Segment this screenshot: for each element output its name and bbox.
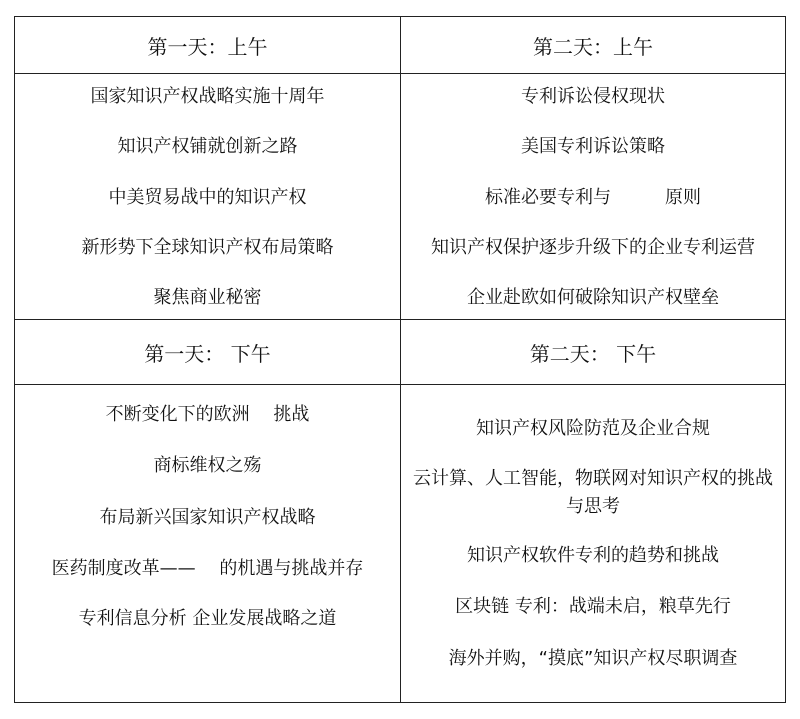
day2-afternoon-header bbox=[401, 320, 785, 384]
day2-morning-header bbox=[401, 17, 785, 73]
list-item: 专利信息分析 企业发展战略之道 bbox=[78, 608, 337, 629]
day2-morning-title: 第二天：上午 bbox=[533, 34, 653, 59]
list-item: 美国专利诉讼策略 bbox=[521, 136, 665, 157]
list-item: 聚焦商业秘密 bbox=[153, 287, 262, 308]
list-item: 标准必要专利与 原则 bbox=[485, 187, 701, 208]
list-item: 不断变化下的欧洲 挑战 bbox=[105, 404, 310, 425]
day1-morning-header bbox=[15, 17, 400, 73]
list-item: 知识产权风险防范及企业合规 bbox=[476, 418, 710, 439]
list-item: 布局新兴国家知识产权战略 bbox=[99, 507, 316, 528]
day2-morning-list bbox=[401, 74, 785, 319]
day1-afternoon-title: 第一天： 下午 bbox=[144, 341, 271, 366]
list-item: 医药制度改革—— 的机遇与挑战并存 bbox=[51, 558, 364, 579]
day2-afternoon-list bbox=[401, 385, 785, 702]
list-item: 海外并购，“摸底”知识产权尽职调查 bbox=[448, 648, 738, 669]
list-item: 商标维权之殇 bbox=[153, 455, 262, 476]
day2-afternoon-title: 第二天： 下午 bbox=[529, 341, 657, 366]
list-item: 知识产权软件专利的趋势和挑战 bbox=[467, 545, 719, 566]
day1-morning-title: 第一天：上午 bbox=[147, 34, 268, 59]
list-item: 云计算、人工智能，物联网对知识产权的挑战与思考 bbox=[413, 468, 773, 517]
list-item: 区块链 专利：战端未启，粮草先行 bbox=[455, 596, 731, 617]
list-item: 知识产权铺就创新之路 bbox=[117, 136, 298, 157]
list-item: 中美贸易战中的知识产权 bbox=[108, 187, 307, 208]
table-border-right bbox=[785, 16, 786, 703]
list-item: 企业赴欧如何破除知识产权壁垒 bbox=[467, 287, 719, 308]
list-item: 国家知识产权战略实施十周年 bbox=[90, 86, 325, 107]
list-item: 知识产权保护逐步升级下的企业专利运营 bbox=[431, 237, 755, 258]
day1-morning-list bbox=[15, 74, 400, 319]
day1-afternoon-list bbox=[15, 385, 400, 702]
list-item: 新形势下全球知识产权布局策略 bbox=[81, 237, 334, 258]
day1-afternoon-header bbox=[15, 320, 400, 384]
list-item: 专利诉讼侵权现状 bbox=[521, 86, 665, 107]
